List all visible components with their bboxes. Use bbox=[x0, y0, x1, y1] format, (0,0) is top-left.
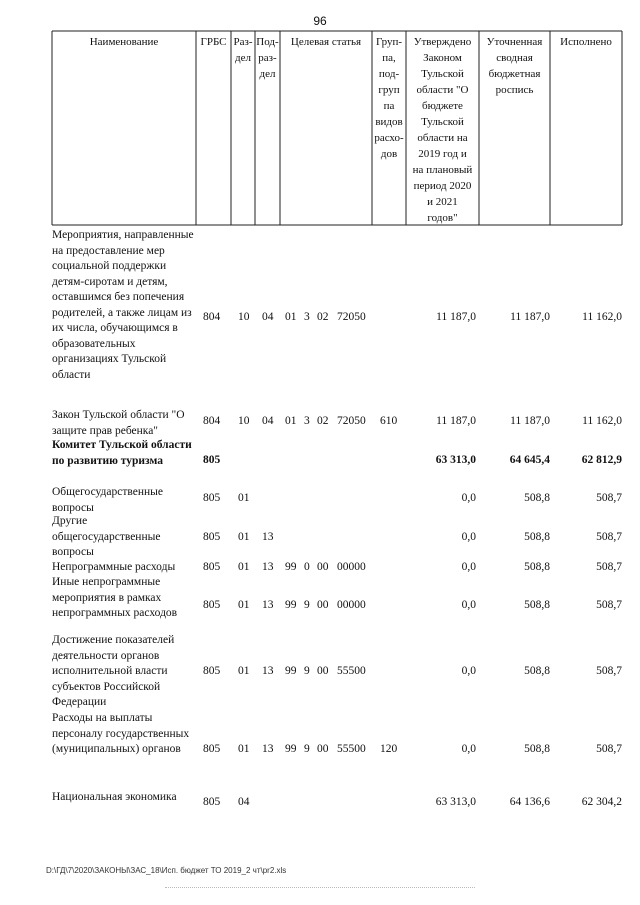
row-podrazdel: 04 bbox=[262, 311, 274, 323]
header-executed: Исполнено bbox=[560, 36, 612, 48]
header-target: Целевая статья bbox=[290, 36, 362, 48]
row-grbs: 805 bbox=[203, 599, 221, 611]
row-executed: 508,7 bbox=[596, 743, 622, 755]
row-approved: 0,0 bbox=[461, 665, 476, 677]
row-executed: 62 304,2 bbox=[581, 796, 622, 808]
row-grbs: 805 bbox=[203, 561, 221, 573]
row-grbs: 805 bbox=[203, 492, 221, 504]
row-name: Иные непрограммные мероприятия в рамках непрограммных расходов bbox=[52, 576, 178, 619]
row-target-program: 99 bbox=[285, 561, 297, 573]
row-name: Комитет Тульской области по развитию туризма bbox=[52, 439, 192, 467]
row-target-code: 00000 bbox=[337, 599, 366, 611]
row-grbs: 805 bbox=[203, 454, 221, 466]
row-executed: 508,7 bbox=[596, 531, 622, 543]
row-refined: 508,8 bbox=[524, 531, 550, 543]
row-podrazdel: 13 bbox=[262, 531, 274, 543]
row-target-program: 99 bbox=[285, 599, 297, 611]
row-razdel: 04 bbox=[238, 796, 250, 808]
row-target-sub: 0 bbox=[304, 561, 310, 573]
row-target-sub: 9 bbox=[304, 743, 310, 755]
row-name: Закон Тульской области "О защите прав ребенка" bbox=[52, 409, 185, 437]
row-target-program: 99 bbox=[285, 665, 297, 677]
row-target-program: 01 bbox=[285, 311, 297, 323]
row-grbs: 805 bbox=[203, 743, 221, 755]
row-name: Другие общегосударственные вопросы bbox=[52, 515, 161, 558]
row-target-program: 01 bbox=[285, 415, 297, 427]
row-executed: 508,7 bbox=[596, 492, 622, 504]
row-target-event: 00 bbox=[317, 743, 329, 755]
row-razdel: 01 bbox=[238, 665, 250, 677]
row-name: Расходы на выплаты персоналу государственных (муниципальных) органов bbox=[52, 712, 190, 755]
row-target-sub: 9 bbox=[304, 665, 310, 677]
row-target-code: 72050 bbox=[337, 415, 366, 427]
row-target-sub: 9 bbox=[304, 599, 310, 611]
row-refined: 11 187,0 bbox=[510, 415, 550, 427]
row-approved: 0,0 bbox=[461, 561, 476, 573]
row-podrazdel: 04 bbox=[262, 415, 274, 427]
row-executed: 508,7 bbox=[596, 665, 622, 677]
row-refined: 11 187,0 bbox=[510, 311, 550, 323]
scan-artifact-line bbox=[165, 887, 475, 889]
row-refined: 508,8 bbox=[524, 743, 550, 755]
row-razdel: 01 bbox=[238, 531, 250, 543]
row-target-code: 55500 bbox=[337, 743, 366, 755]
row-refined: 508,8 bbox=[524, 665, 550, 677]
row-target-event: 00 bbox=[317, 665, 329, 677]
row-target-code: 72050 bbox=[337, 311, 366, 323]
row-razdel: 01 bbox=[238, 561, 250, 573]
row-expense-group: 120 bbox=[380, 743, 398, 755]
row-executed: 62 812,9 bbox=[581, 454, 622, 466]
row-name: Общегосударственные вопросы bbox=[52, 486, 164, 514]
row-grbs: 805 bbox=[203, 796, 221, 808]
row-approved: 0,0 bbox=[461, 599, 476, 611]
row-refined: 508,8 bbox=[524, 492, 550, 504]
row-razdel: 01 bbox=[238, 599, 250, 611]
row-approved: 0,0 bbox=[461, 492, 476, 504]
row-expense-group: 610 bbox=[380, 415, 398, 427]
row-refined: 508,8 bbox=[524, 561, 550, 573]
header-group: Груп- па, под- груп па видов расхо- дов bbox=[374, 36, 404, 160]
row-refined: 64 136,6 bbox=[509, 796, 550, 808]
row-target-event: 02 bbox=[317, 311, 329, 323]
row-executed: 11 162,0 bbox=[582, 311, 622, 323]
row-target-event: 00 bbox=[317, 561, 329, 573]
row-refined: 64 645,4 bbox=[509, 454, 550, 466]
header-grbs: ГРБС bbox=[200, 36, 227, 48]
row-target-event: 00 bbox=[317, 599, 329, 611]
row-target-code: 00000 bbox=[337, 561, 366, 573]
row-razdel: 01 bbox=[238, 743, 250, 755]
row-target-event: 02 bbox=[317, 415, 329, 427]
row-grbs: 804 bbox=[203, 415, 221, 427]
header-refined: Уточненная сводная бюджетная роспись bbox=[486, 36, 543, 96]
row-approved: 11 187,0 bbox=[436, 415, 476, 427]
footer-file-path: D:\ГД\7\2020\ЗАКОНЫ\ЗАС_18\Исп. бюджет ТО 2019_2 чт\pr2.xls bbox=[46, 866, 287, 875]
row-refined: 508,8 bbox=[524, 599, 550, 611]
row-podrazdel: 13 bbox=[262, 599, 274, 611]
header-name: Наименование bbox=[89, 36, 159, 48]
row-name: Национальная экономика bbox=[52, 791, 177, 803]
header-razdel: Раз- дел bbox=[233, 36, 253, 64]
row-razdel: 01 bbox=[238, 492, 250, 504]
row-executed: 11 162,0 bbox=[582, 415, 622, 427]
row-podrazdel: 13 bbox=[262, 743, 274, 755]
row-approved: 63 313,0 bbox=[435, 454, 476, 466]
row-name: Достижение показателей деятельности органов исполнительной власти субъектов Российской Федерации bbox=[52, 634, 175, 708]
header-podrazdel: Под- раз- дел bbox=[256, 36, 279, 80]
row-grbs: 804 bbox=[203, 311, 221, 323]
row-razdel: 10 bbox=[238, 415, 250, 427]
row-name: Мероприятия, направленные на предоставление мер социальной поддержки детям-сиротам и детям, оставшимся без попечения родителей, а также лицам из их числа, обучающимся в образовательных организациях Тульской области bbox=[52, 229, 194, 381]
row-grbs: 805 bbox=[203, 665, 221, 677]
row-razdel: 10 bbox=[238, 311, 250, 323]
header-approved: Утверждено Законом Тульской области "О бюджете Тульской области на 2019 год и на плановый период 2020 и 2021 годов" bbox=[412, 36, 473, 224]
row-approved: 63 313,0 bbox=[435, 796, 476, 808]
row-grbs: 805 bbox=[203, 531, 221, 543]
row-target-program: 99 bbox=[285, 743, 297, 755]
row-executed: 508,7 bbox=[596, 599, 622, 611]
row-target-code: 55500 bbox=[337, 665, 366, 677]
page-number: 96 bbox=[313, 14, 327, 28]
row-approved: 11 187,0 bbox=[436, 311, 476, 323]
row-executed: 508,7 bbox=[596, 561, 622, 573]
row-name: Непрограммные расходы bbox=[52, 561, 176, 573]
row-approved: 0,0 bbox=[461, 743, 476, 755]
row-approved: 0,0 bbox=[461, 531, 476, 543]
row-target-sub: 3 bbox=[304, 311, 310, 323]
row-podrazdel: 13 bbox=[262, 665, 274, 677]
row-podrazdel: 13 bbox=[262, 561, 274, 573]
row-target-sub: 3 bbox=[304, 415, 310, 427]
